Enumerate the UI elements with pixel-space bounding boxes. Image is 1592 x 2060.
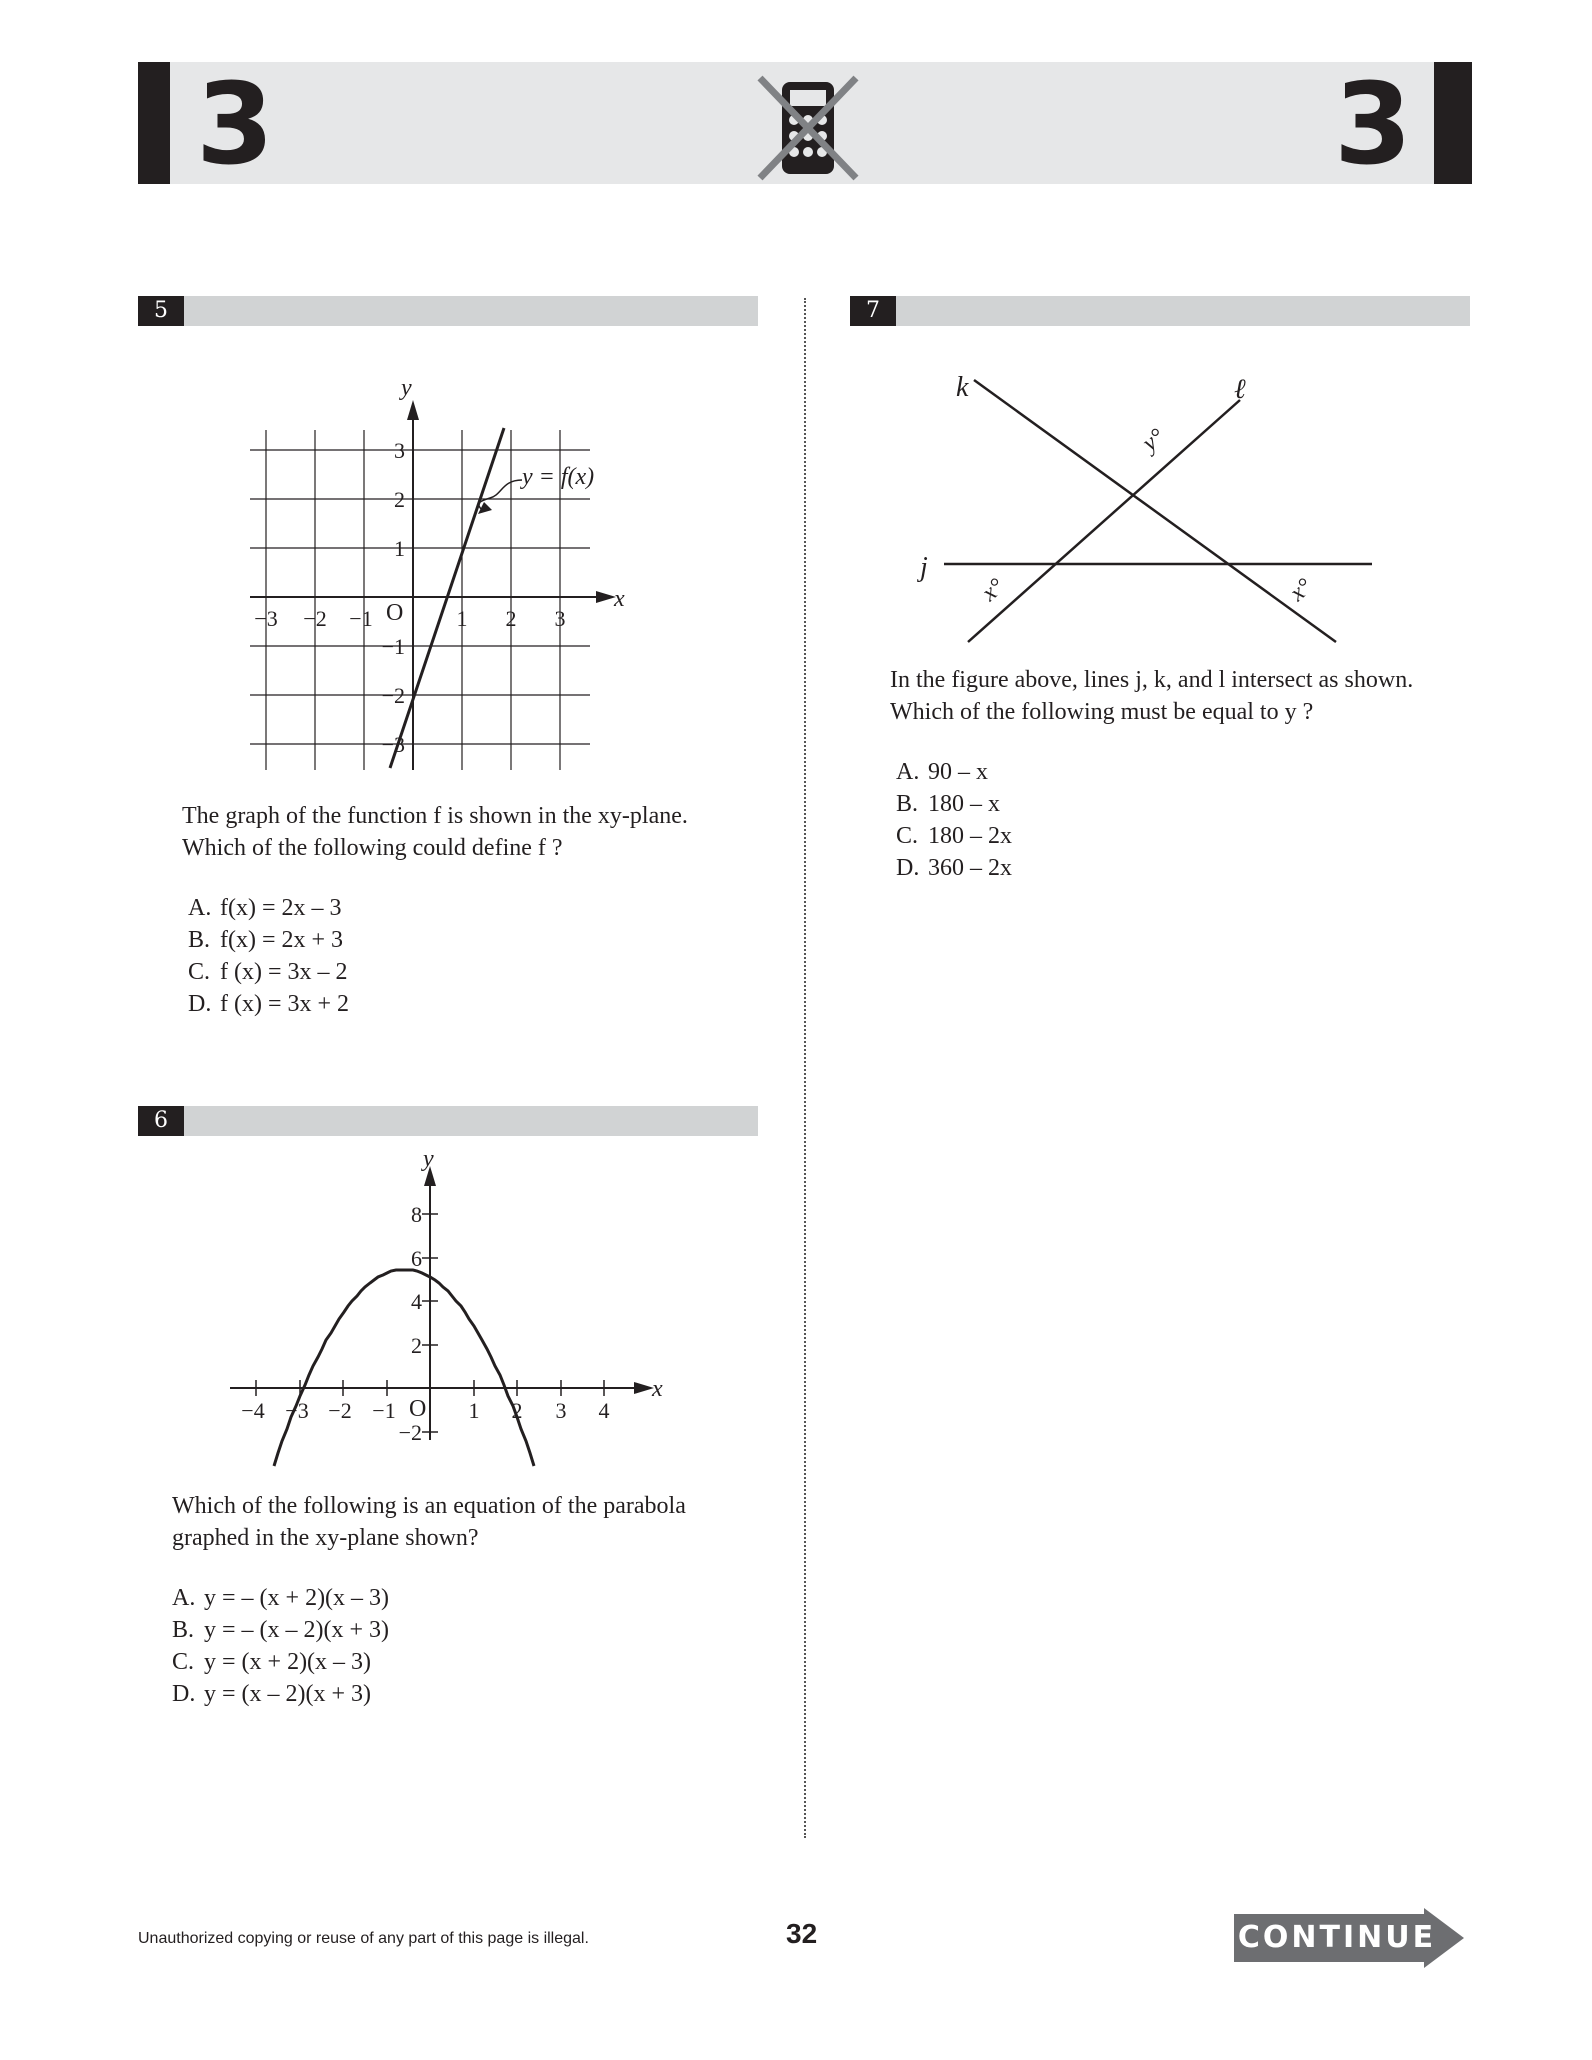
q6-y-tick: 6	[411, 1246, 422, 1271]
q6-y-axis-label: y	[423, 1146, 434, 1172]
q5-x-tick: −3	[254, 606, 278, 631]
question-6-number: 6	[138, 1106, 184, 1136]
question-7-bar	[850, 296, 1470, 326]
q6-x-tick: −4	[241, 1398, 265, 1423]
q6-y-tick: 4	[411, 1289, 422, 1314]
q5-graph	[240, 370, 630, 780]
choice-letter: D.	[896, 855, 920, 881]
q6-origin-label: O	[409, 1396, 427, 1422]
line-j-label: j	[920, 552, 928, 583]
q5-x-tick: 3	[554, 606, 566, 631]
choice-letter: B.	[172, 1617, 195, 1643]
q5-choice-a[interactable]	[188, 892, 349, 924]
choice-text: y = – (x – 2)(x + 3)	[204, 1617, 390, 1643]
q5-choice-c[interactable]	[188, 956, 349, 988]
copyright-notice: Unauthorized copying or reuse of any part of this page is illegal.	[138, 1930, 589, 1947]
q6-stem	[172, 1490, 686, 1554]
q6-x-tick: −1	[372, 1398, 396, 1423]
q6-stem-line: graphed in the xy-plane shown?	[172, 1525, 479, 1551]
q5-x-tick: 1	[456, 606, 468, 631]
choice-letter: C.	[172, 1649, 195, 1675]
q5-origin-label: O	[386, 600, 404, 626]
q6-choices	[172, 1582, 389, 1710]
choice-text: y = (x – 2)(x + 3)	[204, 1681, 372, 1707]
question-5-number: 5	[138, 296, 184, 326]
choice-text: 360 – 2x	[928, 855, 1012, 881]
choice-text: y = – (x + 2)(x – 3)	[204, 1585, 390, 1611]
choice-text: y = (x + 2)(x – 3)	[204, 1649, 372, 1675]
q6-x-tick: 3	[555, 1398, 567, 1423]
q5-y-tick: −3	[381, 732, 405, 757]
header-right-bar	[1434, 62, 1472, 184]
q6-x-tick: 1	[468, 1398, 480, 1423]
choice-text: 180 – 2x	[928, 823, 1012, 849]
q6-choice-a[interactable]	[172, 1582, 389, 1614]
q5-y-tick: 1	[394, 536, 405, 561]
q5-y-axis-label: y	[401, 375, 412, 401]
question-5-bar	[138, 296, 758, 326]
section-number-right: 3	[1334, 60, 1412, 190]
choice-letter: B.	[188, 927, 211, 953]
q5-stem	[182, 800, 688, 864]
choice-letter: A.	[896, 759, 920, 785]
q6-x-tick: 4	[598, 1398, 610, 1423]
q5-choice-d[interactable]	[188, 988, 349, 1020]
q7-figure	[900, 360, 1400, 660]
q6-x-axis-label: x	[652, 1376, 663, 1402]
q7-stem-line: In the figure above, lines j, k, and l intersect as shown.	[890, 667, 1414, 693]
q6-x-tick: 2	[511, 1398, 523, 1423]
q5-x-tick: −1	[349, 606, 373, 631]
q5-x-tick: −2	[303, 606, 327, 631]
q5-choice-b[interactable]	[188, 924, 349, 956]
question-6-bar	[138, 1106, 758, 1136]
line-k-label: k	[956, 372, 969, 403]
q5-x-axis-label: x	[614, 586, 625, 612]
q5-curve-label: y = f(x)	[522, 464, 595, 490]
q6-x-tick: −3	[285, 1398, 309, 1423]
q7-choice-b[interactable]	[896, 788, 1012, 820]
q6-choice-d[interactable]	[172, 1678, 389, 1710]
choice-text: f (x) = 3x – 2	[220, 959, 348, 985]
choice-letter: A.	[188, 895, 212, 921]
choice-text: f(x) = 2x + 3	[220, 927, 344, 953]
q6-graph	[220, 1140, 670, 1470]
page-number: 32	[786, 1918, 818, 1949]
choice-text: f(x) = 2x – 3	[220, 895, 342, 921]
angle-y-label: y°	[1137, 423, 1170, 457]
q5-stem-line: Which of the following could define f ?	[182, 835, 563, 861]
q7-choices	[896, 756, 1012, 884]
q5-x-tick: 2	[505, 606, 517, 631]
q5-y-tick: −2	[381, 683, 405, 708]
angle-x-left-label: x°	[977, 573, 1010, 607]
continue-button[interactable]: CONTINUE	[1237, 1920, 1437, 1955]
choice-letter: D.	[172, 1681, 196, 1707]
choice-text: 180 – x	[928, 791, 1000, 817]
q7-choice-c[interactable]	[896, 820, 1012, 852]
q6-y-tick: 8	[411, 1202, 422, 1227]
choice-letter: B.	[896, 791, 919, 817]
q7-choice-d[interactable]	[896, 852, 1012, 884]
column-divider	[804, 298, 806, 1838]
question-7-number: 7	[850, 296, 896, 326]
line-l	[968, 400, 1240, 642]
q5-y-tick: 2	[394, 487, 405, 512]
q6-stem-line: Which of the following is an equation of the parabola	[172, 1493, 686, 1519]
q6-choice-b[interactable]	[172, 1614, 389, 1646]
q6-x-tick: −2	[328, 1398, 352, 1423]
choice-letter: C.	[896, 823, 919, 849]
q5-y-tick: −1	[381, 634, 405, 659]
header-left-bar	[138, 62, 170, 184]
angle-x-right-label: x°	[1285, 573, 1318, 607]
q7-choice-a[interactable]	[896, 756, 1012, 788]
q7-stem	[890, 664, 1413, 728]
line-l-label: ℓ	[1234, 374, 1246, 405]
line-k	[974, 380, 1336, 642]
choice-letter: C.	[188, 959, 211, 985]
q6-y-tick: 2	[411, 1333, 422, 1358]
choice-letter: D.	[188, 991, 212, 1017]
q5-choices	[188, 892, 349, 1020]
choice-text: f (x) = 3x + 2	[220, 991, 350, 1017]
choice-letter: A.	[172, 1585, 196, 1611]
q6-y-tick: −2	[398, 1420, 422, 1445]
q6-choice-c[interactable]	[172, 1646, 389, 1678]
q7-stem-line: Which of the following must be equal to y ?	[890, 699, 1314, 725]
no-calculator-icon	[752, 72, 864, 184]
choice-text: 90 – x	[928, 759, 988, 785]
q5-stem-line: The graph of the function f is shown in the xy-plane.	[182, 803, 688, 829]
section-number-left: 3	[196, 60, 274, 190]
q5-y-tick: 3	[394, 438, 405, 463]
